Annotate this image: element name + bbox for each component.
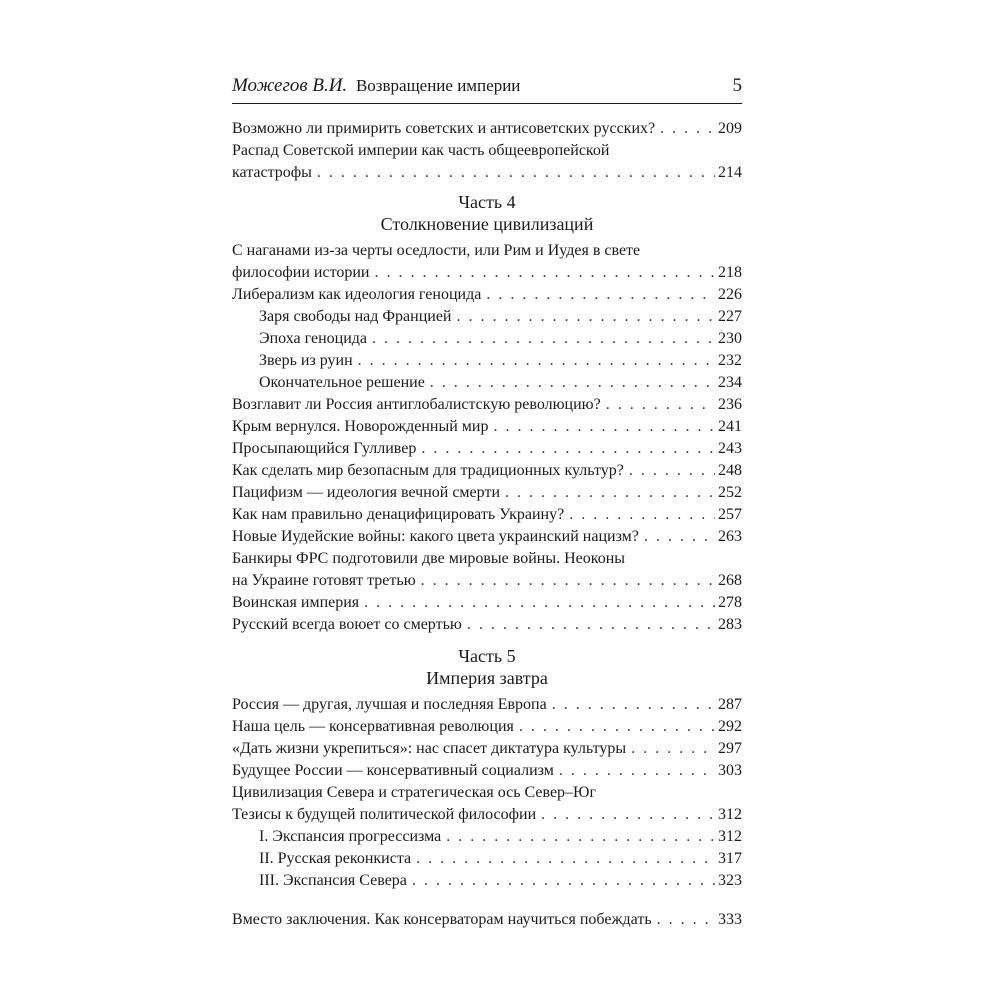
toc-leader	[519, 716, 715, 738]
toc-entry-page: 209	[718, 120, 742, 137]
toc-entry-page: 243	[718, 440, 742, 457]
toc-entry[interactable]	[232, 438, 742, 460]
toc-leader	[505, 482, 715, 504]
toc-entry[interactable]	[232, 694, 742, 716]
toc-leader	[457, 306, 716, 328]
toc-subentry[interactable]	[259, 328, 742, 350]
toc-entry-title: Россия — другая, лучшая и последняя Европа	[232, 696, 547, 713]
toc-entry-page: 214	[718, 164, 742, 181]
toc-entry-title: Как нам правильно денацифицировать Украину?	[232, 506, 565, 523]
toc-entry[interactable]	[232, 716, 742, 738]
toc-entry-title: Будущее России — консервативный социализм	[232, 762, 554, 779]
toc-entry-page: 263	[718, 528, 742, 545]
toc-leader	[541, 804, 715, 826]
toc-entry-title-line2: Тезисы к будущей политической философии	[232, 806, 537, 823]
toc-leader	[421, 438, 715, 460]
toc-entry[interactable]	[232, 394, 742, 416]
toc-entry-title: Возглавит ли Россия антиглобалистскую революцию?	[232, 396, 601, 413]
toc-entry-page: 257	[718, 506, 742, 523]
toc-entry-title: Эпоха геноцида	[259, 330, 367, 347]
toc-leader	[446, 826, 715, 848]
toc-entry-title: III. Экспансия Севера	[259, 872, 407, 889]
toc-entry-page: 333	[718, 911, 742, 928]
toc-entry[interactable]	[232, 526, 742, 548]
toc-leader	[486, 284, 715, 306]
header-author: Можегов В.И.	[232, 75, 348, 96]
toc-leader	[467, 614, 715, 636]
toc-leader	[644, 526, 715, 548]
toc-entry-title: Как сделать мир безопасным для традиционных культур?	[232, 462, 624, 479]
toc-leader	[631, 738, 715, 760]
toc-leader	[493, 416, 715, 438]
toc-subentry[interactable]	[259, 870, 742, 892]
toc-entry-title-line2: философии истории	[232, 264, 370, 281]
toc-entry-page: 218	[718, 264, 742, 281]
toc-leader	[421, 570, 715, 592]
toc-entry-page: 248	[718, 462, 742, 479]
toc-leader	[629, 460, 715, 482]
toc-entry[interactable]	[232, 284, 742, 306]
toc-entry[interactable]	[232, 460, 742, 482]
toc-entry-page: 317	[718, 850, 742, 867]
toc-entry-title-line2: на Украине готовят третью	[232, 572, 416, 589]
header-left	[232, 75, 520, 97]
toc-entry-title-line1[interactable]: Распад Советской империи как часть общеевропейской	[232, 142, 610, 159]
toc-entry-page: 303	[718, 762, 742, 779]
toc-entry-title: Русский всегда воюет со смертью	[232, 616, 462, 633]
toc-entry-title: Окончательное решение	[259, 374, 425, 391]
toc-leader	[657, 909, 715, 931]
toc-entry[interactable]	[232, 262, 742, 284]
toc-entry-page: 312	[718, 806, 742, 823]
toc-entry[interactable]	[232, 614, 742, 636]
toc-leader	[358, 350, 715, 372]
part4-title: Столкновение цивилизаций	[380, 214, 594, 234]
toc-entry-page: 292	[718, 718, 742, 735]
toc-entry-page: 312	[718, 828, 742, 845]
part5-title: Империя завтра	[426, 668, 548, 688]
toc-entry-page: 227	[718, 308, 742, 325]
toc-leader	[412, 870, 715, 892]
toc-leader	[660, 118, 715, 140]
toc-leader	[606, 394, 715, 416]
toc-entry-page: 287	[718, 696, 742, 713]
toc-leader	[372, 328, 715, 350]
toc-entry-page: 252	[718, 484, 742, 501]
toc-entry-title-line2: катастрофы	[232, 164, 312, 181]
toc-entry-page: 234	[718, 374, 742, 391]
toc-entry-title-line1[interactable]: Банкиры ФРС подготовили две мировые войны. Неоконы	[232, 550, 626, 567]
toc-entry-title: I. Экспансия прогрессизма	[259, 828, 442, 845]
header-book-title: Возвращение империи	[355, 76, 521, 95]
toc-leader	[317, 162, 715, 184]
toc-entry-page: 278	[718, 594, 742, 611]
toc-entry-page: 241	[718, 418, 742, 435]
toc-subentry[interactable]	[259, 350, 742, 372]
toc-leader	[569, 504, 715, 526]
toc-entry-title: «Дать жизни укрепиться»: нас спасет диктатура культуры	[232, 740, 627, 757]
toc-subentry[interactable]	[259, 848, 742, 870]
toc-leader	[552, 694, 715, 716]
toc-leader	[430, 372, 715, 394]
toc-entry-conclusion[interactable]	[232, 909, 742, 931]
toc-subentry[interactable]	[259, 826, 742, 848]
toc-entry-title: Вместо заключения. Как консерваторам научиться побеждать	[232, 911, 652, 928]
toc-entry-title: Заря свободы над Францией	[259, 308, 452, 325]
toc-entry-title: Новые Иудейские войны: какого цвета украинский нацизм?	[232, 528, 639, 545]
header-page-number: 5	[732, 75, 742, 96]
toc-entry-page: 283	[718, 616, 742, 633]
toc-entry[interactable]	[232, 570, 742, 592]
toc-entry-page: 268	[718, 572, 742, 589]
toc-entry-page: 226	[718, 286, 742, 303]
toc-entry-title: Возможно ли примирить советских и антисоветских русских?	[232, 120, 656, 137]
toc-leader	[416, 848, 715, 870]
toc-subentry[interactable]	[259, 372, 742, 394]
toc-entry-page: 232	[718, 352, 742, 369]
toc-entry[interactable]	[232, 416, 742, 438]
toc-subentry[interactable]	[259, 306, 742, 328]
toc-entry-title: Крым вернулся. Новорожденный мир	[232, 418, 489, 435]
toc-entry-title: Воинская империя	[232, 594, 360, 611]
toc-entry-title: II. Русская реконкиста	[259, 850, 412, 867]
toc-entry[interactable]	[232, 592, 742, 614]
toc-entry[interactable]	[232, 804, 742, 826]
part4-label: Часть 4	[458, 192, 516, 212]
part5-label: Часть 5	[458, 646, 516, 666]
toc-entry-title: Просыпающийся Гулливер	[232, 440, 417, 457]
toc-leader	[559, 760, 715, 782]
toc-entry-page: 297	[718, 740, 742, 757]
toc-entry-title: Либерализм как идеология геноцида	[232, 286, 482, 303]
toc-entry[interactable]	[232, 482, 742, 504]
toc-entry-page: 236	[718, 396, 742, 413]
toc-entry[interactable]	[232, 738, 742, 760]
toc-entry-title: Зверь из руин	[259, 352, 353, 369]
toc-entry-page: 230	[718, 330, 742, 347]
toc-entry[interactable]	[232, 162, 742, 184]
toc-entry-title: Наша цель — консервативная революция	[232, 718, 514, 735]
toc-leader	[364, 592, 715, 614]
toc-leader	[374, 262, 715, 284]
toc-entry-page: 323	[718, 872, 742, 889]
toc-entry[interactable]	[232, 118, 742, 140]
toc-entry[interactable]	[232, 504, 742, 526]
toc-entry-title-line1[interactable]: С наганами из-за черты оседлости, или Рим и Иудея в свете	[232, 242, 641, 259]
running-header	[232, 70, 742, 104]
header-rule	[232, 103, 742, 104]
toc-entry[interactable]	[232, 760, 742, 782]
toc-entry-title-line1[interactable]: Цивилизация Севера и стратегическая ось Север–Юг	[232, 784, 597, 801]
toc-entry-title: Пацифизм — идеология вечной смерти	[232, 484, 500, 501]
